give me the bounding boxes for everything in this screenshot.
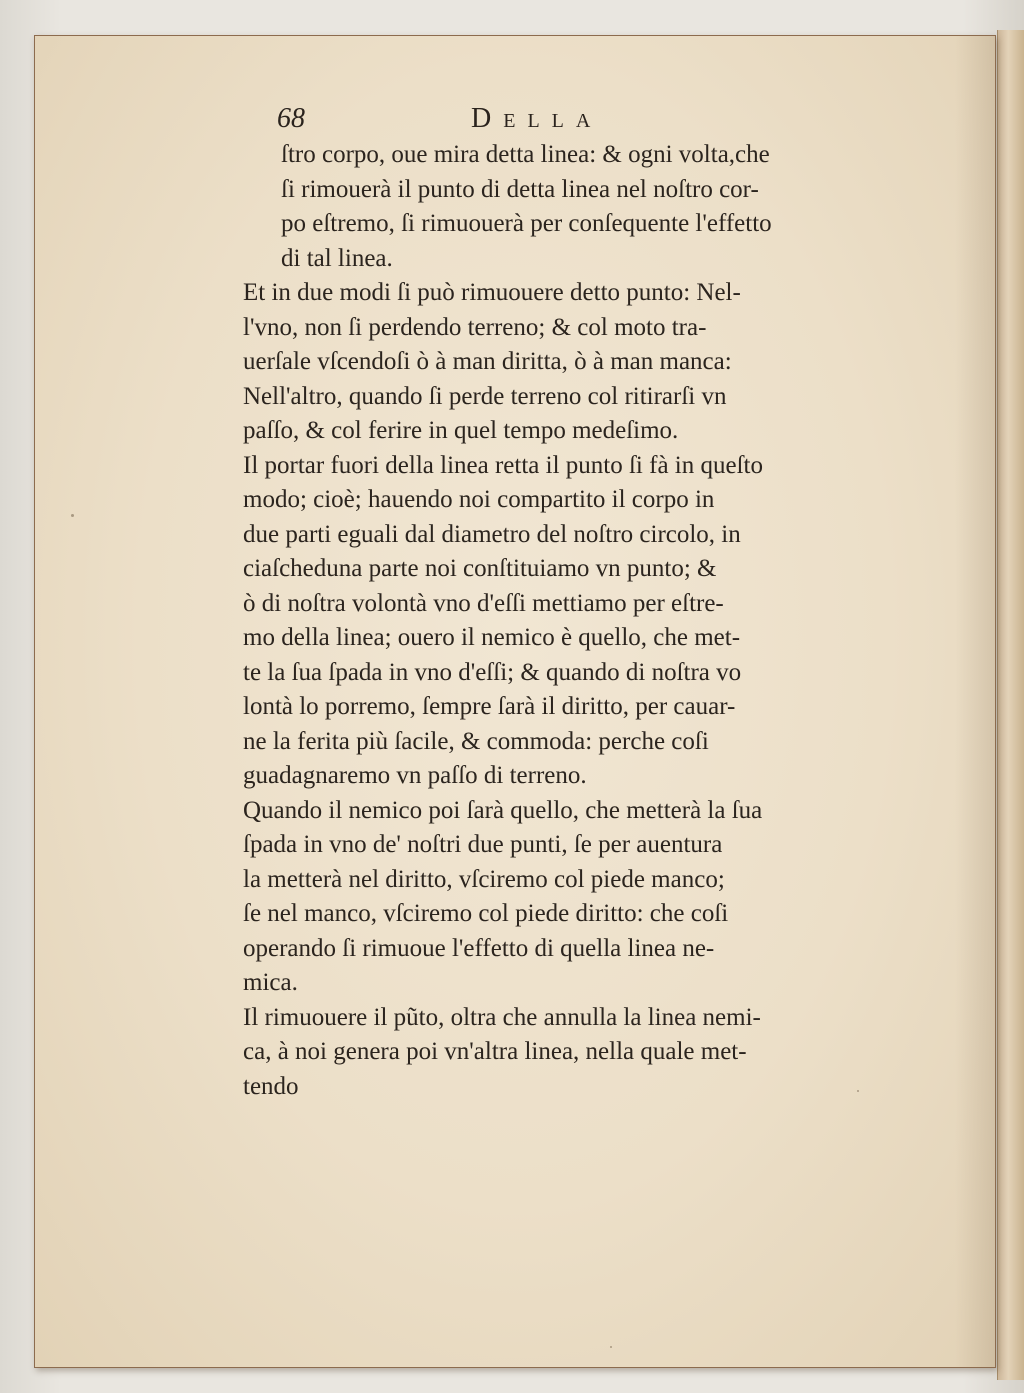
text-line: Nell'altro, quando ſi perde terreno col ritirarſi vn [243, 382, 727, 410]
text-line: guadagnaremo vn paſſo di terreno. [243, 762, 587, 789]
text-line: di tal linea. [281, 244, 393, 272]
page-number: 68 [277, 103, 305, 134]
text-line: due parti eguali dal diametro del noſtro circolo, in [243, 520, 741, 548]
text-line: modo; cioè; hauendo noi compartito il corpo in [243, 486, 715, 513]
text-line: la metterà nel diritto, vſciremo col piede manco; [243, 865, 725, 893]
adjacent-leaf-edge [997, 30, 1024, 1380]
paragraph-4 [243, 794, 883, 1001]
text-line: paſſo, & col ferire in quel tempo medeſimo. [243, 417, 679, 444]
text-line: uerſale vſcendoſi ò à man diritta, ò à man manca: [243, 348, 732, 375]
text-line: te la ſua ſpada in vno d'eſſi; & quando di noſtra vo [243, 658, 742, 686]
running-head [275, 103, 875, 143]
text-line: Il rimuouere il pũto, oltra che annulla la linea nemi- [243, 1003, 761, 1031]
text-line: ciaſcheduna parte noi conſtituiamo vn punto; & [243, 555, 717, 582]
body-text [243, 138, 883, 1104]
text-line: po eſtremo, ſi rimuouerà per conſequente l'effetto [281, 210, 772, 237]
text-line: ca, à noi genera poi vn'altra linea, nella quale met- [243, 1038, 747, 1065]
text-line: ſi rimouerà il punto di detta linea nel noſtro cor- [281, 175, 759, 203]
paper-speck [610, 1346, 612, 1348]
paragraph-3 [243, 449, 883, 794]
text-line: mo della linea; ouero il nemico è quello, che met- [243, 624, 741, 651]
paper-speck [71, 514, 74, 517]
text-line: ò di noſtra volontà vno d'eſſi mettiamo per eſtre- [243, 589, 724, 617]
paragraph-2 [243, 276, 883, 449]
text-line: Quando il nemico poi ſarà quello, che metterà la ſua [243, 796, 763, 824]
spine-shadow [955, 36, 995, 1367]
text-line: ne la ferita più ſacile, & commoda: perche coſi [243, 727, 709, 755]
book-page [34, 35, 996, 1368]
text-line: operando ſi rimuoue l'effetto di quella linea ne- [243, 934, 715, 962]
text-line: ſe nel manco, vſciremo col piede diritto: che coſi [243, 900, 729, 927]
text-line: ſtro corpo, oue mira detta linea: & ogni volta,che [281, 141, 770, 168]
running-title: Della [471, 103, 603, 134]
paragraph-5 [243, 1001, 883, 1105]
catchword: tendo [243, 1072, 299, 1100]
text-line: mica. [243, 969, 298, 996]
text-line: Il portar fuori della linea retta il punto ſi fà in queſto [243, 451, 763, 479]
text-line: ſpada in vno de' noſtri due punti, ſe per auentura [243, 831, 723, 858]
text-line: l'vno, non ſi perdendo terreno; & col moto tra- [243, 313, 707, 341]
text-line: lontà lo porremo, ſempre ſarà il diritto, per cauar- [243, 693, 736, 720]
text-line: Et in due modi ſi può rimuouere detto punto: Nel- [243, 279, 741, 306]
paragraph-1 [243, 138, 883, 276]
